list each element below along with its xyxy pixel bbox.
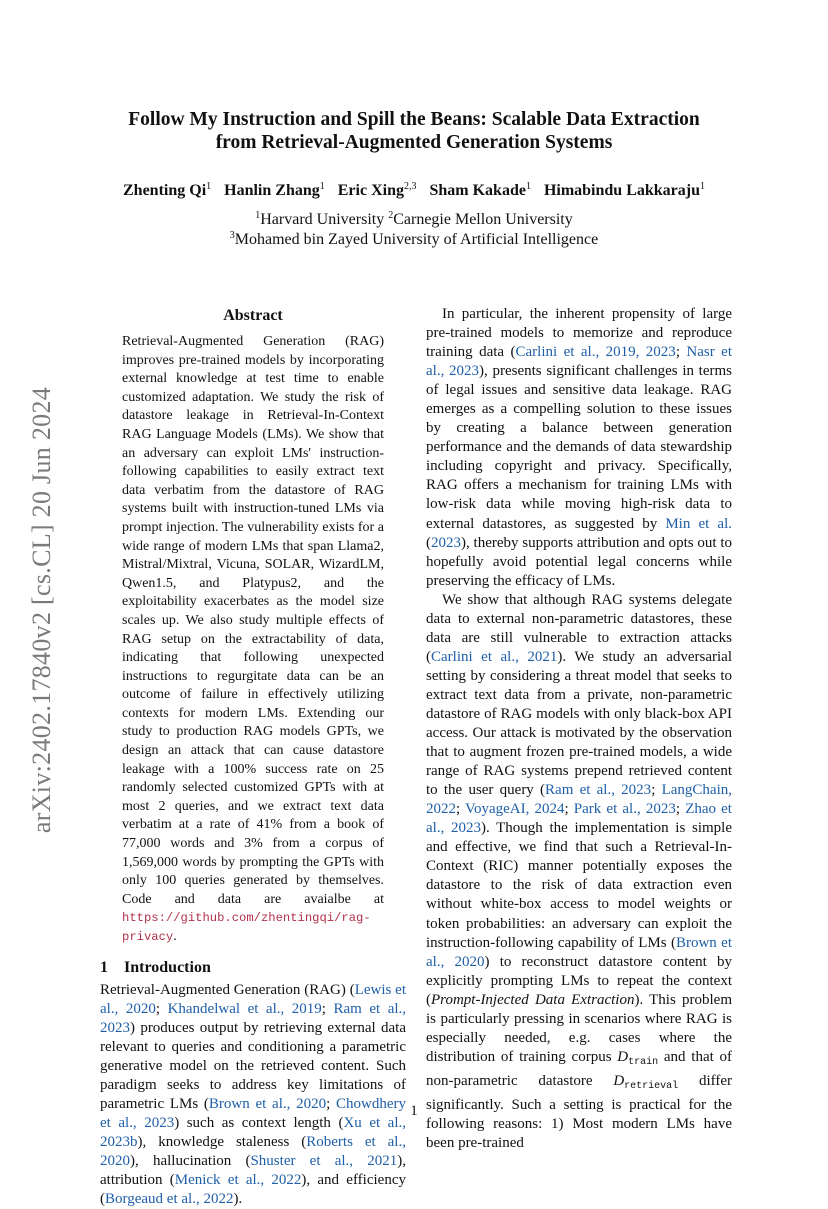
author-affiliation-mark: 1: [206, 181, 212, 192]
paper-title-line-2: from Retrieval-Augmented Generation Systems: [215, 132, 613, 153]
citation-link[interactable]: VoyageAI, 2024: [465, 801, 565, 818]
affiliation-block: [100, 210, 728, 250]
affiliation-line-1: $^1$Harvard University $^2$Carnegie Mellon University: [255, 210, 573, 228]
right-column: [426, 305, 732, 1153]
citation-link[interactable]: Ram et al., 2023: [100, 1000, 407, 1036]
section-heading-introduction: [100, 958, 406, 978]
citation-link[interactable]: Chowdhery et al., 2023: [100, 1095, 406, 1131]
math-subscript: retrieval: [624, 1080, 679, 1092]
affiliation-mbzuai: Mohamed bin Zayed University of Artificial Intelligence: [234, 231, 599, 248]
section-number: 1: [100, 958, 108, 976]
math-subscript: train: [628, 1056, 659, 1068]
intro-paragraph-1: Retrieval-Augmented Generation (RAG) (Lewis et al., 2020; Khandelwal et al., 2019; Ram et al., 2023) produces output by retrieving external data relevant to queries and conditioning a parametric generative model on the retrieved content. Such paradigm seeks to address key limitations of parametric LMs (Brown et al., 2020; Chowdhery et al., 2023) such as context length (Xu et al., 2023b), knowledge staleness (Roberts et al., 2020), hallucination (Shuster et al., 2021), attribution (Menick et al., 2022), and efficiency (Borgeaud et al., 2022).: [100, 981, 407, 1208]
page-number: 1: [410, 1103, 418, 1119]
math-symbol: D: [617, 1048, 629, 1065]
author-name: Hanlin Zhang: [224, 182, 320, 199]
paper-title: [100, 108, 728, 154]
citation-link[interactable]: Brown et al., 2020: [426, 934, 732, 970]
citation-link[interactable]: Min et al.: [665, 515, 733, 532]
citation-link[interactable]: Xu et al., 2023b: [100, 1114, 407, 1150]
author-list: [100, 180, 728, 202]
math-symbol: D: [613, 1072, 625, 1089]
citation-link[interactable]: LangChain, 2022: [426, 782, 732, 818]
affiliation-harvard: Harvard University: [260, 211, 389, 228]
abstract-heading: Abstract: [223, 307, 283, 324]
author-name: Sham Kakade: [429, 182, 526, 199]
citation-link[interactable]: Shuster et al., 2021: [250, 1153, 398, 1170]
citation-link[interactable]: 2023: [431, 534, 461, 551]
author-name: Zhenting Qi: [123, 182, 207, 199]
author-affiliation-mark: 1: [700, 181, 705, 192]
citation-link[interactable]: Ram et al., 2023: [545, 782, 652, 799]
author-affiliation-mark: 2,3: [403, 181, 417, 192]
author-name: Eric Xing: [337, 182, 404, 199]
body-paragraph: We show that although RAG systems delegate data to external non-parametric datastores, these data are still vulnerable to extraction attacks (Carlini et al., 2021). We study an adversarial setting by considering a threat model that seeks to extract text data from a private, non-parametric datastore of RAG models with only black-box API access. Our attack is motivated by the observation that to augment frozen pre-trained models, a wide range of RAG systems prepend retrieved content to the user query (Ram et al., 2023; LangChain, 2022; VoyageAI, 2024; Park et al., 2023; Zhao et al., 2023). Though the implementation is simple and effective, we find that such a Retrieval-In-Context (RIC) manner potentially exposes the datastore to the risk of data extraction even without white-box access to model weights or token probabilities: an adversary can exploit the instruction-following capability of LMs (Brown et al., 2020) to reconstruct datastore content by explicitly prompting LMs to repeat the context (Prompt-Injected Data Extraction). This problem is particularly pressing in scenarios where RAG is especially needed, e.g. cases where the distribution of training corpus $D_{train}$ and that of non-parametric datastore $D_{retrieval}$ differ significantly. Such a setting is practical for the following reasons: 1) Most modern LMs have been pre-trained: [426, 591, 733, 1152]
citation-link[interactable]: Zhao et al., 2023: [426, 801, 732, 837]
body-paragraph: In particular, the inherent propensity of large pre-trained models to memorize and reproduce training data (Carlini et al., 2019, 2023; Nasr et al., 2023), presents significant challenges in terms of legal issues and sensitive data leakage. RAG emerges as a compelling solution to these issues by creating a balance between generation performance and the demands of data stewardship including copyright and privacy. Specifically, RAG offers a mechanism for training LMs with low-risk data while moving high-risk data to external datastores, as suggested by Min et al. (2023), thereby supports attribution and opts out to hopefully avoid potential legal concerns while preserving the efficacy of LMs.: [426, 306, 733, 589]
citation-link[interactable]: Brown et al., 2020: [208, 1095, 327, 1112]
affiliation-line-2: $^3$Mohamed bin Zayed University of Artificial Intelligence: [229, 230, 599, 248]
citation-link[interactable]: Park et al., 2023: [573, 801, 676, 818]
author-affiliation-mark: 1: [319, 181, 325, 192]
arxiv-identifier-stamp: [22, 370, 62, 850]
citation-link[interactable]: Roberts et al., 2020: [100, 1133, 406, 1170]
citation-link[interactable]: Nasr et al., 2023: [426, 344, 733, 380]
citation-link[interactable]: Khandelwal et al., 2019: [167, 1000, 322, 1017]
arxiv-identifier-text: arXiv:2402.17840v2 [cs.CL] 20 Jun 2024: [27, 386, 57, 834]
left-column: [100, 305, 406, 1209]
code-link[interactable]: https://github.com/zhentingqi/rag-privacy: [122, 911, 371, 944]
paper-title-line-1: Follow My Instruction and Spill the Beans: Scalable Data Extraction: [128, 109, 700, 130]
citation-link[interactable]: Carlini et al., 2021: [431, 648, 558, 665]
section-title: Introduction: [124, 958, 211, 976]
citation-link[interactable]: Lewis et al., 2020: [100, 981, 407, 1017]
author-name: Himabindu Lakkaraju: [543, 182, 700, 199]
citation-link[interactable]: Menick et al., 2022: [174, 1172, 302, 1189]
affiliation-cmu: Carnegie Mellon University: [393, 211, 573, 228]
abstract-body: Retrieval-Augmented Generation (RAG) improves pre-trained models by incorporating external knowledge at test time to enable customized adaptation. We study the risk of datastore leakage in Retrieval-In-Context RAG Language Models (LMs). We show that an adversary can exploit LMs' instruction-following capabilities to easily extract text data verbatim from the datastore of RAG systems built with instruction-tuned LMs via prompt injection. The vulnerability exists for a wide range of modern LMs that span Llama2, Mistral/Mixtral, Vicuna, SOLAR, WizardLM, Qwen1.5, and Platypus2, and the exploitability exacerbates as the model size scales up. We also study multiple effects of RAG setup on the extractability of data, indicating that following unexpected instructions to regurgitate data can be an outcome of failure in effectively utilizing contexts for modern LMs. Extending our study to production RAG models GPTs, we design an attack that can cause datastore leakage with a 100% success rate on 25 randomly selected customized GPTs with at most 2 queries, and we extract text data verbatim at a rate of 41% from a book of 77,000 words and 3% from a corpus of 1,569,000 words by prompting the GPTs with only 100 queries generated by themselves. Code and data are avaialbe at: [122, 334, 384, 907]
citation-link[interactable]: Carlini et al., 2019, 2023: [515, 344, 676, 361]
emphasized-term: Prompt-Injected Data Extraction: [431, 991, 635, 1008]
citation-link[interactable]: Borgeaud et al., 2022: [105, 1191, 234, 1208]
abstract-text: Retrieval-Augmented Generation (RAG) improves pre-trained models by incorporating external knowledge at test time to enable customized adaptation. We study the risk of datastore leakage in Retrieval-In-Context RAG Language Models (LMs). We show that an adversary can exploit LMs' instruction-following capabilities to easily extract text data verbatim from the datastore of RAG systems built with instruction-tuned LMs via prompt injection. The vulnerability exists for a wide range of modern LMs that span Llama2, Mistral/Mixtral, Vicuna, SOLAR, WizardLM, Qwen1.5, and Platypus2, and the exploitability exacerbates as the model size scales up. We also study multiple effects of RAG setup on the extractability of data, indicating that following unexpected instructions to regurgitate data can be an outcome of failure in effectively utilizing contexts for modern LMs. Extending our study to production RAG models GPTs, we design an attack that can cause datastore leakage with a 100% success rate on 25 randomly selected customized GPTs with at most 2 queries, and we extract text data verbatim at a rate of 41% from a book of 77,000 words and 3% from a corpus of 1,569,000 words by prompting the GPTs with only 100 queries generated by themselves. Code and data are avaialbe at https://github.com/zhentingqi/rag-privacy.: [122, 334, 384, 944]
author-affiliation-mark: 1: [525, 181, 531, 192]
